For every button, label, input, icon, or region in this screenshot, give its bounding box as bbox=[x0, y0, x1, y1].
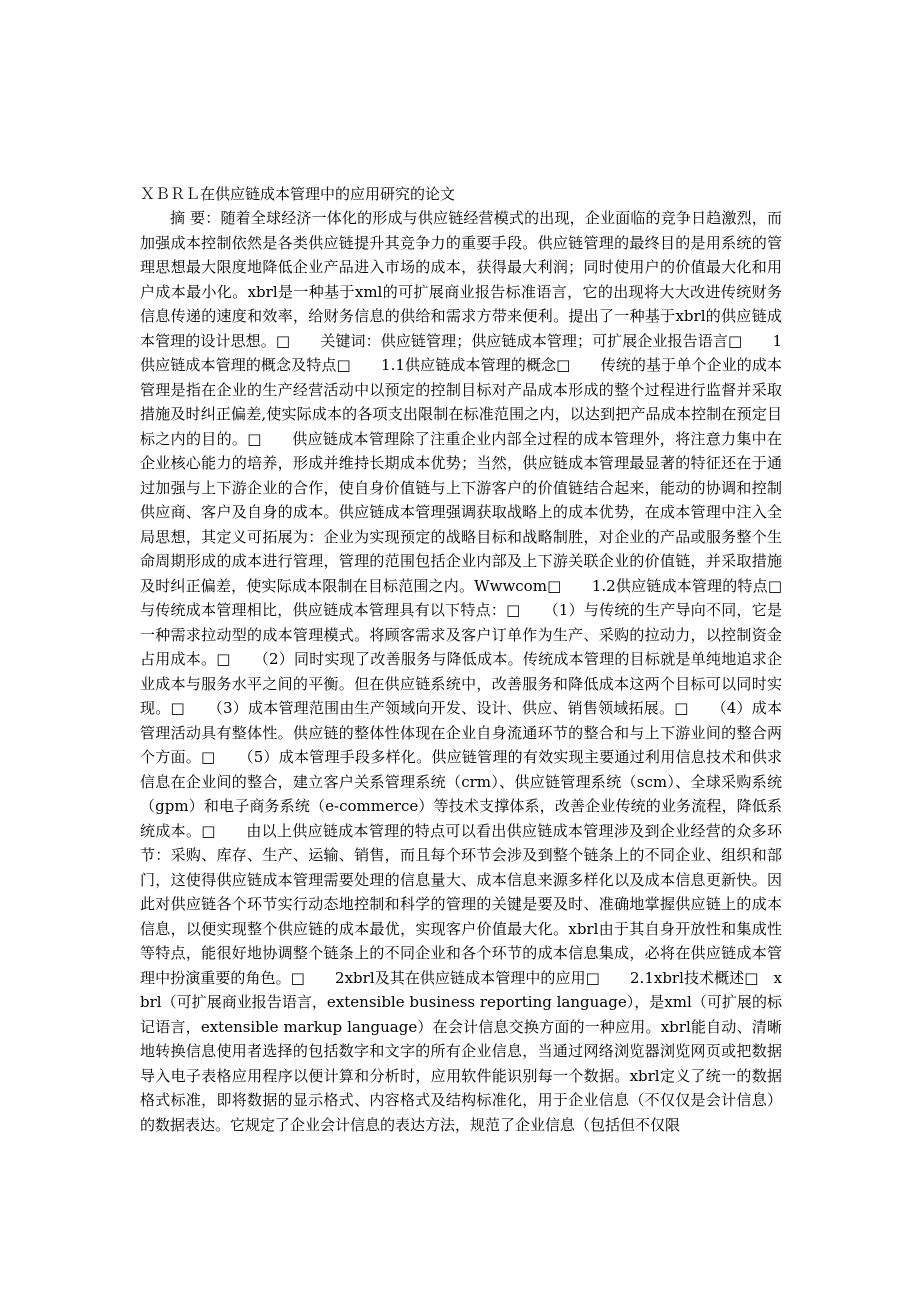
document-page bbox=[140, 182, 798, 1137]
document-title: ＸＢＲＬ在供应链成本管理中的应用研究的论文 bbox=[140, 185, 456, 203]
document-body-text: 摘 要：随着全球经济一体化的形成与供应链经营模式的出现，企业面临的竞争日趋激烈，而加强成本控制依然是各类供应链提升其竞争力的重要手段。供应链管理的最终目的是用系统的管理思想最大限度地降低企业产品进入市场的成本，获得最大利润；同时使用户的价值最大化和用户成本最小化。xbrl是一种基于xml的可扩展商业报告标准语言，它的出现将大大改进传统财务信息传递的速度和效率，给财务信息的供给和需求方带来便利。提出了一种基于xbrl的供应链成本管理的设计思想。□ 关键词：供应链管理；供应链成本管理；可扩展企业报告语言□ 1供应链成本管理的概念及特点□ 1.1供应链成本管理的概念□ 传统的基于单个企业的成本管理是指在企业的生产经营活动中以预定的控制目标对产品成本形成的整个过程进行监督并采取措施及时纠正偏差,使实际成本的各项支出限制在标准范围之内，以达到把产品成本控制在预定目标之内的目的。□ 供应链成本管理除了注重企业内部全过程的成本管理外，将注意力集中在企业核心能力的培养，形成并维持长期成本优势；当然，供应链成本管理最显著的特征还在于通过加强与上下游企业的合作，使自身价值链与上下游客户的价值链结合起来，能动的协调和控制供应商、客户及自身的成本。供应链成本管理强调获取战略上的成本优势，在成本管理中注入全局思想，其定义可拓展为：企业为实现预定的战略目标和战略制胜，对企业的产品或服务整个生命周期形成的成本进行管理，管理的范围包括企业内部及上下游关联企业的价值链，并采取措施及时纠正偏差，使实际成本限制在目标范围之内。Wwwcom□ 1.2供应链成本管理的特点□ 与传统成本管理相比，供应链成本管理具有以下特点：□ （1）与传统的生产导向不同，它是一种需求拉动型的成本管理模式。将顾客需求及客户订单作为生产、采购的拉动力，以控制资金占用成本。□ （2）同时实现了改善服务与降低成本。传统成本管理的目标就是单纯地追求企业成本与服务水平之间的平衡。但在供应链系统中，改善服务和降低成本这两个目标可以同时实现。□ （3）成本管理范围由生产领域向开发、设计、供应、销售领域拓展。□ （4）成本管理活动具有整体性。供应链的整体性体现在企业自身流通环节的整合和与上下游业间的整合两个方面。□ （5）成本管理手段多样化。供应链管理的有效实现主要通过利用信息技术和供求信息在企业间的整合，建立客户关系管理系统（crm）、供应链管理系统（scm）、全球采购系统（gpm）和电子商务系统（e-commerce）等技术支撑体系，改善企业传统的业务流程，降低系统成本。□ 由以上供应链成本管理的特点可以看出供应链成本管理涉及到企业经营的众多环节：采购、库存、生产、运输、销售，而且每个环节会涉及到整个链条上的不同企业、组织和部门，这使得供应链成本管理需要处理的信息量大、成本信息来源多样化以及成本信息更新快。因此对供应链各个环节实行动态地控制和科学的管理的关键是要及时、准确地掌握供应链上的成本信息，以便实现整个供应链的成本最优，实现客户价值最大化。xbrl由于其自身开放性和集成性等特点，能很好地协调整个链条上的不同企业和各个环节的成本信息集成，必将在供应链成本管理中扮演重要的角色。□ 2xbrl及其在供应链成本管理中的应用□ 2.1xbrl技术概述□ xbrl（可扩展商业报告语言，extensible business reporting language），是xml（可扩展的标记语言，extensible markup language）在会计信息交换方面的一种应用。xbrl能自动、清晰地转换信息使用者选择的包括数字和文字的所有企业信息，当通过网络浏览器浏览网页或把数据导入电子表格应用程序以便计算和分析时，应用软件能识别每一个数据。xbrl定义了统一的数据格式标准，即将数据的显示格式、内容格式及结构标准化，用于企业信息（不仅仅是会计信息）的数据表达。它规定了企业会计信息的表达方法，规范了企业信息（包括但不仅限 bbox=[140, 209, 798, 1134]
